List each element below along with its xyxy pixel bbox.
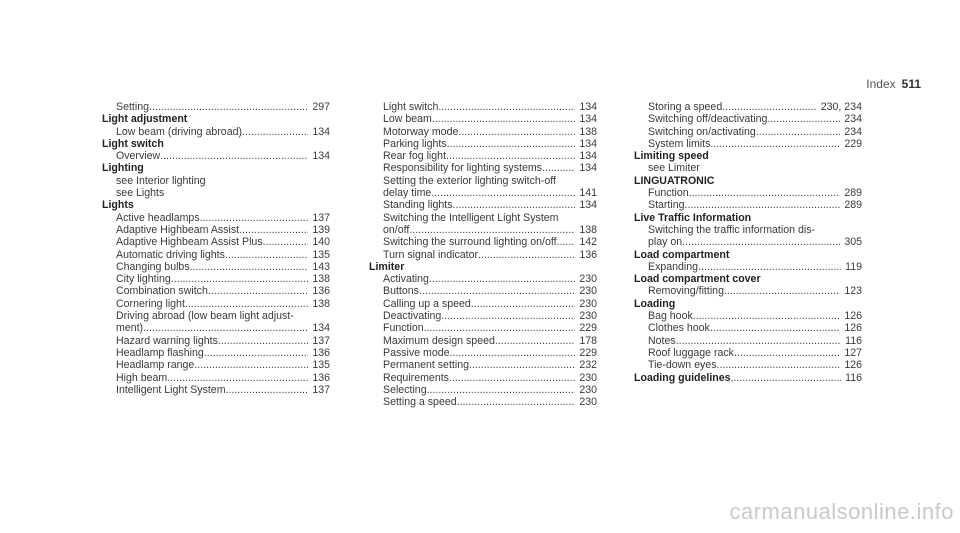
page-ref: 143 — [312, 260, 330, 273]
page-ref: 234 — [844, 125, 862, 138]
page-ref: 289 — [844, 187, 862, 200]
leader-dots — [225, 249, 308, 261]
subentry-label: Headlamp flashing — [116, 346, 204, 359]
leader-dots — [432, 113, 575, 125]
leader-dots — [143, 322, 308, 334]
index-subentry — [102, 249, 330, 261]
subentry-label: Driving abroad (low beam light adjust- — [116, 310, 294, 323]
index-subentry — [369, 359, 597, 371]
subentry-label: Switching off/deactivating — [648, 113, 768, 126]
subentry-label: Deactivating — [383, 310, 442, 323]
page-ref: 134 — [312, 150, 330, 163]
index-subentry — [369, 126, 597, 138]
subentry-label: City lighting — [116, 273, 171, 286]
leader-dots — [427, 384, 576, 396]
index-subentry — [369, 236, 597, 248]
leader-dots — [204, 347, 309, 359]
page-ref: 229 — [579, 346, 597, 359]
index-heading: Lighting — [102, 162, 144, 175]
leader-dots — [689, 187, 841, 199]
subentry-label: Setting — [116, 101, 149, 113]
index-subentry-continuation — [102, 322, 330, 334]
index-heading: Load compartment — [634, 248, 730, 261]
subentry-label: Activating — [383, 273, 429, 286]
leader-dots — [495, 335, 575, 347]
index-subentry — [102, 372, 330, 384]
subentry-label: Permanent setting — [383, 359, 469, 372]
leader-dots — [767, 113, 840, 125]
page-ref: 137 — [312, 334, 330, 347]
index-column-1 — [102, 101, 330, 396]
leader-dots — [734, 347, 840, 359]
leader-dots — [685, 199, 841, 211]
subentry-label: Calling up a speed — [383, 297, 471, 310]
page-ref: 229 — [844, 137, 862, 150]
index-subentry-text — [102, 187, 330, 199]
subentry-label: Buttons — [383, 285, 419, 298]
subentry-label: Tie-down eyes — [648, 359, 717, 372]
leader-dots — [693, 310, 841, 322]
subentry-label: Function — [383, 322, 424, 335]
leader-dots — [469, 359, 575, 371]
index-subentry — [102, 224, 330, 236]
subentry-label: Turn signal indicator — [383, 248, 478, 261]
page-ref: 116 — [845, 371, 862, 384]
index-subentry — [369, 285, 597, 297]
subentry-label: Parking lights — [383, 137, 447, 150]
index-subentry — [369, 396, 597, 408]
leader-dots — [458, 126, 575, 138]
index-subentry-text — [102, 175, 330, 187]
page-ref: 116 — [845, 334, 862, 347]
index-subentry — [102, 347, 330, 359]
page-ref: 230 — [579, 285, 597, 298]
page-ref: 138 — [579, 223, 597, 236]
index-subentry — [634, 261, 862, 273]
page-ref: 230 — [579, 371, 597, 384]
page-ref: 134 — [312, 125, 330, 138]
page-ref: 137 — [312, 383, 330, 396]
leader-dots — [149, 101, 308, 113]
index-subentry — [634, 199, 862, 211]
subentry-label: see Lights — [116, 187, 165, 200]
page-ref: 136 — [312, 285, 330, 298]
page-ref: 230 — [579, 310, 597, 323]
subentry-label: Adaptive Highbeam Assist — [116, 223, 240, 236]
leader-dots — [242, 126, 308, 138]
leader-dots — [731, 372, 842, 384]
leader-dots — [722, 101, 817, 113]
index-subentry-continuation — [369, 187, 597, 199]
page-number: 511 — [901, 77, 921, 91]
index-subentry — [102, 273, 330, 285]
subentry-label: Standing lights — [383, 199, 453, 212]
index-subentry — [369, 249, 597, 261]
page-ref: 142 — [579, 236, 597, 249]
leader-dots — [478, 249, 575, 261]
watermark: carmanualsonline.info — [729, 499, 954, 524]
index-subentry — [369, 113, 597, 125]
index-subentry-text — [634, 224, 862, 236]
index-column-3 — [634, 101, 862, 384]
index-subentry-text — [369, 175, 597, 187]
leader-dots — [438, 101, 575, 113]
leader-dots — [208, 285, 308, 297]
leader-dots — [710, 322, 840, 334]
page-ref: 230 — [579, 273, 597, 286]
subentry-label: Automatic driving lights — [116, 248, 225, 261]
index-heading: Live Traffic Information — [634, 211, 752, 224]
subentry-label: Adaptive Highbeam Assist Plus — [116, 236, 263, 249]
page-ref: 134 — [579, 162, 597, 175]
subentry-label: High beam — [116, 371, 168, 384]
subentry-label: System limits — [648, 137, 711, 150]
leader-dots — [429, 273, 575, 285]
index-subentry — [102, 236, 330, 248]
index-heading: Load compartment cover — [634, 273, 761, 286]
leader-dots — [441, 310, 575, 322]
leader-dots — [447, 138, 576, 150]
index-subentry — [369, 310, 597, 322]
index-subentry — [102, 384, 330, 396]
leader-dots — [717, 359, 841, 371]
index-subentry — [369, 138, 597, 150]
index-heading: Loading guidelines — [634, 371, 731, 384]
page-ref: 134 — [579, 137, 597, 150]
index-subentry — [102, 101, 330, 113]
index-subentry — [634, 285, 862, 297]
index-subentry-text — [102, 310, 330, 322]
subentry-label: Light switch — [383, 101, 439, 113]
page-ref: 138 — [312, 297, 330, 310]
index-subentry — [369, 298, 597, 310]
subentry-label: Switching the traffic information dis- — [648, 223, 816, 236]
index-subentry — [102, 126, 330, 138]
index-heading: Loading — [634, 297, 676, 310]
leader-dots — [185, 298, 308, 310]
page-ref: 139 — [312, 223, 330, 236]
page-ref: 123 — [844, 285, 862, 298]
subentry-label: Notes — [648, 334, 676, 347]
index-heading: Light adjustment — [102, 113, 188, 126]
subentry-label: Switching the Intelligent Light System — [383, 211, 559, 224]
index-subentry — [634, 126, 862, 138]
leader-dots — [457, 396, 576, 408]
section-title: Index — [866, 77, 896, 91]
index-subentry — [369, 199, 597, 211]
page-header — [866, 77, 921, 91]
leader-dots — [453, 199, 576, 211]
index-subentry-text — [634, 162, 862, 174]
page-ref: 126 — [844, 359, 862, 372]
page-ref: 134 — [579, 150, 597, 163]
leader-dots — [724, 285, 840, 297]
subentry-label: Rear fog light — [383, 150, 447, 163]
page-ref: 135 — [312, 248, 330, 261]
index-subentry-continuation — [634, 236, 862, 248]
subentry-label: see Interior lighting — [116, 174, 206, 187]
leader-dots — [449, 372, 575, 384]
leader-dots — [710, 138, 840, 150]
subentry-label: Active headlamps — [116, 211, 200, 224]
leader-dots — [756, 126, 841, 138]
subentry-label: Function — [648, 187, 689, 200]
leader-dots — [160, 150, 308, 162]
index-subentry-continuation — [369, 224, 597, 236]
page-ref: 136 — [312, 346, 330, 359]
subentry-label: Overview — [116, 150, 161, 163]
leader-dots — [431, 187, 575, 199]
index-subentry — [369, 372, 597, 384]
page-ref: 140 — [312, 236, 330, 249]
leader-dots — [424, 322, 576, 334]
subentry-label: ment) — [116, 322, 144, 335]
subentry-label: Selecting — [383, 383, 427, 396]
subentry-label: on/off — [383, 223, 410, 236]
subentry-label: Setting a speed — [383, 396, 457, 409]
index-subentry — [369, 101, 597, 113]
index-subentry — [369, 273, 597, 285]
page-ref: 136 — [579, 248, 597, 261]
leader-dots — [167, 372, 308, 384]
page-ref: 297 — [312, 101, 330, 113]
index-subentry — [102, 261, 330, 273]
index-subentry — [634, 359, 862, 371]
leader-dots — [682, 236, 840, 248]
subentry-label: Low beam (driving abroad) — [116, 125, 243, 138]
page-ref: 134 — [579, 199, 597, 212]
subentry-label: see Limiter — [648, 162, 700, 175]
index-subentry — [634, 187, 862, 199]
index-subentry — [369, 162, 597, 174]
index-heading-entry — [634, 372, 862, 384]
index-subentry — [102, 150, 330, 162]
subentry-label: delay time — [383, 187, 432, 200]
page-ref: 234 — [844, 113, 862, 126]
subentry-label: Responsibility for lighting systems — [383, 162, 542, 175]
subentry-label: Roof luggage rack — [648, 346, 734, 359]
page-ref: 229 — [579, 322, 597, 335]
index-subentry — [634, 101, 862, 113]
page-ref: 127 — [844, 346, 862, 359]
leader-dots — [171, 273, 309, 285]
page-ref: 178 — [579, 334, 597, 347]
page-ref: 230, 234 — [820, 101, 862, 113]
leader-dots — [239, 224, 308, 236]
index-column-2 — [369, 101, 597, 408]
subentry-label: Removing/fitting — [648, 285, 724, 298]
subentry-label: Setting the exterior lighting switch-off — [383, 174, 556, 187]
index-subentry — [634, 113, 862, 125]
subentry-label: Hazard warning lights — [116, 334, 218, 347]
page-ref: 141 — [579, 187, 597, 200]
subentry-label: Combination switch — [116, 285, 208, 298]
leader-dots — [218, 335, 308, 347]
page-ref: 138 — [579, 125, 597, 138]
page-ref: 134 — [579, 101, 597, 113]
index-subentry — [369, 322, 597, 334]
leader-dots — [190, 261, 309, 273]
page-ref: 126 — [844, 310, 862, 323]
page-ref: 232 — [579, 359, 597, 372]
subentry-label: Clothes hook — [648, 322, 710, 335]
index-subentry-text — [369, 212, 597, 224]
leader-dots — [446, 150, 575, 162]
subentry-label: Switching the surround lighting on/off — [383, 236, 557, 249]
page-ref: 230 — [579, 297, 597, 310]
leader-dots — [226, 384, 309, 396]
index-subentry — [369, 150, 597, 162]
index-subentry — [634, 335, 862, 347]
index-subentry — [634, 310, 862, 322]
index-heading: Limiting speed — [634, 150, 709, 163]
index-heading: LINGUATRONIC — [634, 174, 715, 187]
page-ref: 230 — [579, 396, 597, 409]
leader-dots — [557, 236, 576, 248]
subentry-label: Bag hook — [648, 310, 693, 323]
subentry-label: Cornering light — [116, 297, 185, 310]
page-ref: 135 — [312, 359, 330, 372]
index-subentry — [102, 359, 330, 371]
leader-dots — [471, 298, 576, 310]
page-ref: 134 — [312, 322, 330, 335]
page-ref: 138 — [312, 273, 330, 286]
subentry-label: Starting — [648, 199, 685, 212]
subentry-label: Storing a speed — [648, 101, 723, 113]
leader-dots — [542, 162, 575, 174]
page-ref: 137 — [312, 211, 330, 224]
leader-dots — [409, 224, 575, 236]
leader-dots — [698, 261, 841, 273]
index-subentry — [102, 212, 330, 224]
subentry-label: play on — [648, 236, 683, 249]
subentry-label: Requirements — [383, 371, 449, 384]
index-subentry — [634, 347, 862, 359]
leader-dots — [263, 236, 309, 248]
page-ref: 289 — [844, 199, 862, 212]
index-subentry — [102, 298, 330, 310]
index-heading: Light switch — [102, 137, 164, 150]
page-ref: 134 — [579, 113, 597, 126]
index-heading: Limiter — [369, 260, 405, 273]
leader-dots — [419, 285, 575, 297]
subentry-label: Motorway mode — [383, 125, 459, 138]
index-subentry — [102, 285, 330, 297]
subentry-label: Passive mode — [383, 346, 450, 359]
subentry-label: Maximum design speed — [383, 334, 495, 347]
page-ref: 305 — [844, 236, 862, 249]
subentry-label: Intelligent Light System — [116, 383, 226, 396]
index-subentry — [369, 347, 597, 359]
page-ref: 119 — [845, 260, 862, 273]
leader-dots — [200, 212, 309, 224]
leader-dots — [194, 359, 308, 371]
subentry-label: Expanding — [648, 260, 699, 273]
leader-dots — [676, 335, 841, 347]
page-ref: 126 — [844, 322, 862, 335]
page-ref: 136 — [312, 371, 330, 384]
index-subentry — [102, 335, 330, 347]
index-subentry — [369, 335, 597, 347]
index-subentry — [634, 138, 862, 150]
leader-dots — [450, 347, 576, 359]
subentry-label: Low beam — [383, 113, 432, 126]
page-ref: 230 — [579, 383, 597, 396]
index-heading: Lights — [102, 199, 134, 212]
subentry-label: Headlamp range — [116, 359, 195, 372]
subentry-label: Changing bulbs — [116, 260, 190, 273]
index-subentry — [369, 384, 597, 396]
index-subentry — [634, 322, 862, 334]
subentry-label: Switching on/activating — [648, 125, 756, 138]
